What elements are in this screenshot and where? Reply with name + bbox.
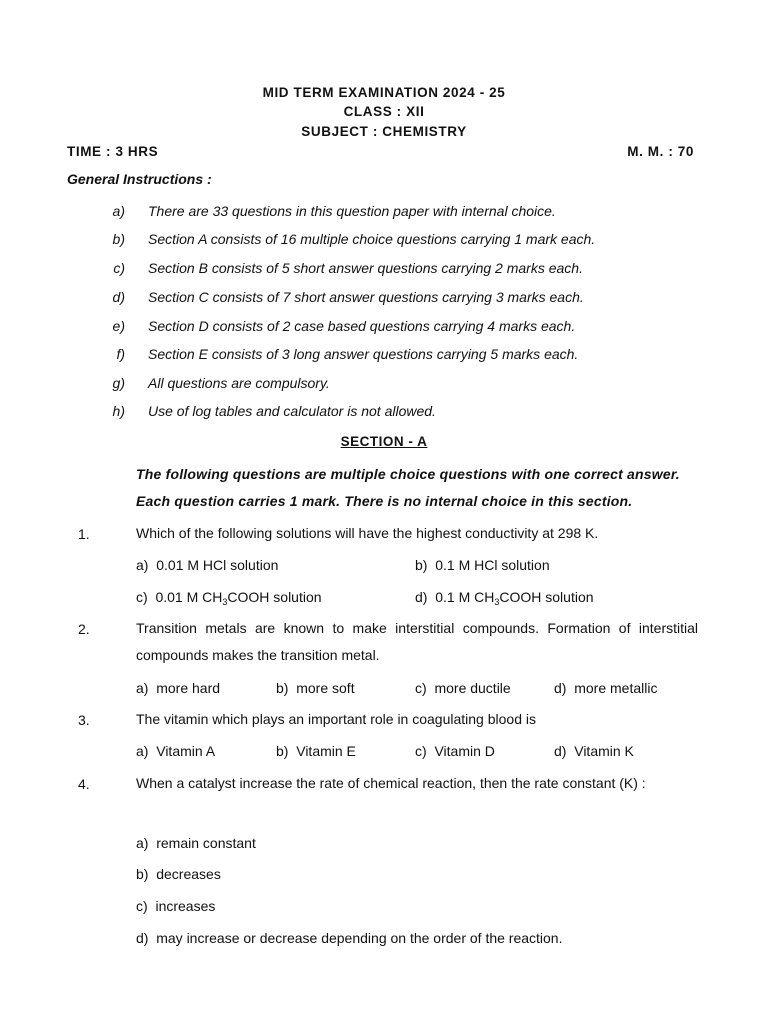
option-b xyxy=(276,680,355,696)
option-label: a) xyxy=(136,680,149,696)
option-subscript: 3 xyxy=(222,597,228,607)
instruction-text: Section E consists of 3 long answer questions carrying 5 marks each. xyxy=(148,346,579,362)
option-label: b) xyxy=(276,743,289,759)
question-number: 2. xyxy=(78,621,90,637)
option-label: c) xyxy=(415,743,427,759)
instruction-text: All questions are compulsory. xyxy=(148,375,330,391)
section-a-note-line2: Each question carries 1 mark. There is no internal choice in this section. xyxy=(136,493,633,509)
option-text-pre: 0.01 M CH xyxy=(155,589,223,605)
option-a xyxy=(136,557,278,573)
option-text: 0.1 M HCl solution xyxy=(435,557,550,573)
question-number: 1. xyxy=(78,526,90,542)
option-label: a) xyxy=(136,743,149,759)
option-label: d) xyxy=(136,930,149,946)
option-text: more hard xyxy=(156,680,221,696)
option-c xyxy=(136,898,215,914)
option-d xyxy=(136,930,563,946)
instruction-text: Section B consists of 5 short answer questions carrying 2 marks each. xyxy=(148,260,583,276)
option-label: b) xyxy=(276,680,289,696)
option-text-pre: 0.1 M CH xyxy=(435,589,495,605)
exam-title: MID TERM EXAMINATION 2024 - 25 xyxy=(262,85,506,100)
instruction-text: Use of log tables and calculator is not allowed. xyxy=(148,403,436,419)
option-c xyxy=(415,743,495,759)
instruction-text: Section C consists of 7 short answer questions carrying 3 marks each. xyxy=(148,289,584,305)
option-label: d) xyxy=(554,680,567,696)
option-label: b) xyxy=(415,557,428,573)
option-label: a) xyxy=(136,557,149,573)
option-text: Vitamin E xyxy=(296,743,356,759)
instruction-mark: b) xyxy=(112,231,125,247)
instruction-mark: d) xyxy=(112,289,125,305)
question-text: Transition metals are known to make interstitial compounds. Formation of interstitial compounds makes the transition metal. xyxy=(136,620,698,663)
option-c xyxy=(415,680,511,696)
instruction-mark: h) xyxy=(112,403,125,419)
option-text: Vitamin D xyxy=(434,743,495,759)
section-a-note-line1: The following questions are multiple choice questions with one correct answer. xyxy=(136,466,680,482)
option-d xyxy=(554,743,634,759)
option-b xyxy=(276,743,356,759)
question-text: When a catalyst increase the rate of chemical reaction, then the rate constant (K) : xyxy=(136,775,646,791)
option-c xyxy=(136,589,322,605)
option-text: 0.01 M HCl solution xyxy=(156,557,279,573)
option-label: c) xyxy=(136,898,148,914)
question-text: Which of the following solutions will have the highest conductivity at 298 K. xyxy=(136,525,599,541)
option-a xyxy=(136,743,215,759)
instruction-text: Section A consists of 16 multiple choice questions carrying 1 mark each. xyxy=(148,231,596,247)
instruction-mark: g) xyxy=(112,375,125,391)
section-a-title: SECTION - A xyxy=(340,434,428,449)
option-text: decreases xyxy=(156,866,221,882)
option-text: more soft xyxy=(296,680,355,696)
option-text: Vitamin A xyxy=(156,743,216,759)
instruction-mark: f) xyxy=(116,346,125,362)
instruction-mark: c) xyxy=(113,260,125,276)
class-line: CLASS : XII xyxy=(343,104,425,119)
option-a xyxy=(136,680,220,696)
option-text-post: COOH solution xyxy=(227,589,322,605)
question-text: The vitamin which plays an important role in coagulating blood is xyxy=(136,711,536,727)
option-label: d) xyxy=(554,743,567,759)
option-subscript: 3 xyxy=(494,597,500,607)
option-text: more metallic xyxy=(574,680,658,696)
question-number: 4. xyxy=(78,776,90,792)
option-text: remain constant xyxy=(156,835,256,851)
instruction-mark: e) xyxy=(112,318,125,334)
option-label: a) xyxy=(136,835,149,851)
time-label: TIME : 3 HRS xyxy=(67,144,159,159)
question-number: 3. xyxy=(78,712,90,728)
instructions-title: General Instructions : xyxy=(67,171,212,187)
option-text: increases xyxy=(155,898,216,914)
option-label: c) xyxy=(415,680,427,696)
max-marks-label: M. M. : 70 xyxy=(627,144,694,159)
instruction-mark: a) xyxy=(112,203,125,219)
option-d xyxy=(415,589,594,605)
option-b xyxy=(136,866,221,882)
option-label: c) xyxy=(136,589,148,605)
option-label: d) xyxy=(415,589,428,605)
option-label: b) xyxy=(136,866,149,882)
option-text-post: COOH solution xyxy=(499,589,594,605)
instruction-text: Section D consists of 2 case based questions carrying 4 marks each. xyxy=(148,318,576,334)
option-a xyxy=(136,835,256,851)
option-d xyxy=(554,680,657,696)
option-text: Vitamin K xyxy=(574,743,634,759)
option-b xyxy=(415,557,550,573)
option-text: may increase or decrease depending on the order of the reaction. xyxy=(156,930,563,946)
instruction-text: There are 33 questions in this question paper with internal choice. xyxy=(148,203,556,219)
option-text: more ductile xyxy=(434,680,511,696)
subject-line: SUBJECT : CHEMISTRY xyxy=(301,124,467,139)
